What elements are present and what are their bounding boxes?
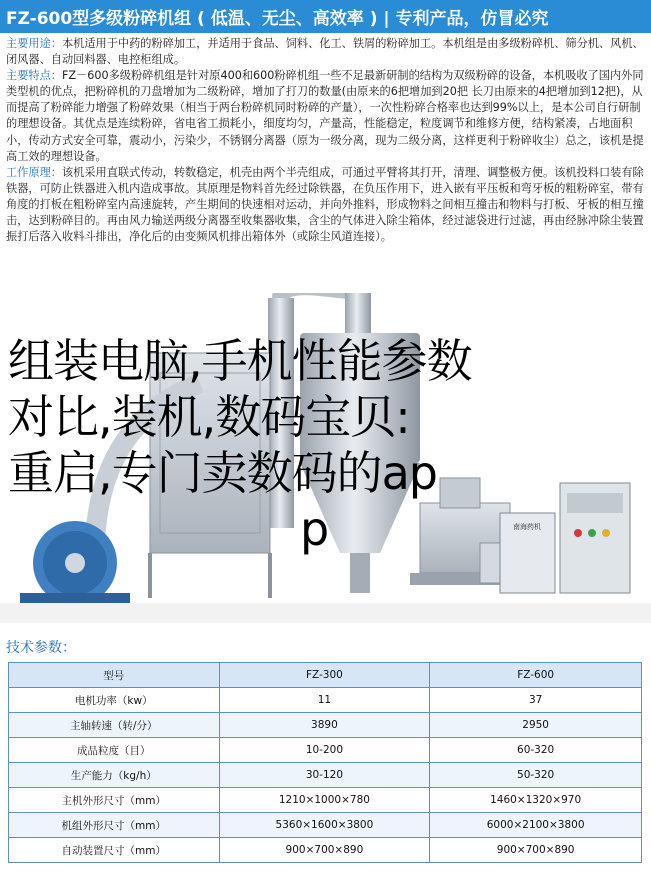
principle-heading: 工作原理：: [6, 165, 62, 179]
overlay-title: [8, 333, 648, 557]
header-banner: [0, 0, 651, 33]
spec-cell: 主机外形尺寸（mm）: [9, 788, 220, 813]
table-row: [9, 688, 642, 713]
spec-cell: 60-320: [430, 738, 642, 763]
spec-header-row: [9, 663, 642, 688]
spec-cell: 6000×2100×3800: [430, 813, 642, 838]
spec-cell: 10-200: [219, 738, 430, 763]
overlay-line-4: p: [300, 502, 329, 556]
spec-cell: 1210×1000×780: [219, 788, 430, 813]
intro-text: [6, 36, 645, 245]
principle-text: 该机采用直联式传动，转数稳定，机壳由两个半壳组成，可通过平臂将其打开，清理、调整极方便。该机投料口装有除铁器，可防止铁器进入机内造成事故。其原理是物料首先经过除铁器，在负压作用下，进入嵌有平压板和弯牙板的粗粉碎室，带有角度的打板在粗粉碎室内高速旋转，产生期间的快速相对运动，并向外推料，形成物料之间相互撞击和物料与打板、牙板的相互撞击，达到粉碎目的。再由风力输送两级分离器至收集器收集，含尘的气体进入除尘箱体，经过滤袋进行过滤，再由经脉冲除尘装置振打后落入收料斗排出，净化后的由变频风机排出箱体外（或除尘风道连接）。: [6, 165, 644, 244]
spec-cell: 37: [430, 688, 642, 713]
spec-cell: 50-320: [430, 763, 642, 788]
spec-cell: 机组外形尺寸（mm）: [9, 813, 220, 838]
spec-header-cell: FZ-300: [219, 663, 430, 688]
spec-cell: 900×700×890: [219, 838, 430, 863]
table-row: [9, 738, 642, 763]
spec-cell: 2950: [430, 713, 642, 738]
feature-heading: 主要特点：: [6, 69, 62, 83]
spec-cell: 成品粒度（目）: [9, 738, 220, 763]
spec-cell: 3890: [219, 713, 430, 738]
usage-text: 本机适用于中药的粉碎加工，并适用于食品、饲料、化工、铁屑的粉碎加工。本机组是由多级粉碎机、筛分机、风机、闭风器、自动回料器、电控柜组成。: [6, 37, 644, 67]
spec-cell: 11: [219, 688, 430, 713]
tech-params-label: 技术参数：: [6, 640, 76, 656]
table-row: [9, 813, 642, 838]
overlay-line-2: 对比,装机,数码宝贝:: [8, 390, 410, 444]
spec-table: [8, 662, 642, 863]
table-row: [9, 763, 642, 788]
spec-cell: 自动装置尺寸（mm）: [9, 838, 220, 863]
overlay-line-1: 组装电脑,手机性能参数: [8, 334, 472, 388]
panel-label: 南海药机: [513, 523, 541, 531]
spec-cell: 1460×1320×970: [430, 788, 642, 813]
spec-cell: 30-120: [219, 763, 430, 788]
feature-paragraph: [6, 68, 645, 165]
principle-paragraph: [6, 165, 645, 245]
overlay-line-3: 重启,专门卖数码的ap: [8, 446, 438, 500]
spec-cell: 5360×1600×3800: [219, 813, 430, 838]
table-row: [9, 713, 642, 738]
feature-text: FZ－600多级粉碎机组是针对原400和600粉碎机组一些不足最新研制的结构为双级粉碎的设备，本机吸收了国内外同类型机的优点，把粉碎机的刀盘增加为二级粉碎，增加了打刀的数量(由原来的6把增加到20把 长刀由原来的4把增加到12把)，从而提高了粉碎能力增强了粉碎效果（相当于两台粉碎机同时粉碎的产量），一次性粉碎合格率也达到99%以上，是本公司自行研制的理想设备。其优点是连续粉碎，省电省工损耗小，细度均匀，产量高，性能稳定，粒度调节和维修方便，结构紧凑，占地面积小，传动方式安全可靠，震动小，污染少，不锈钢分离器（原为一级分离，现为二级分离，这样更利于粉碎收尘）总之，该机是提高工效的理想设备。: [6, 69, 644, 163]
spec-cell: 主轴转速（转/分）: [9, 713, 220, 738]
spec-cell: 900×700×890: [430, 838, 642, 863]
spec-header-cell: FZ-600: [430, 663, 642, 688]
banner-title: FZ-600型多级粉碎机组 ( 低温、无尘、高效率 ) | 专利产品，仿冒必究: [6, 9, 549, 29]
usage-paragraph: [6, 36, 645, 68]
table-row: [9, 788, 642, 813]
table-row: [9, 838, 642, 863]
usage-heading: 主要用途：: [6, 37, 62, 50]
spec-cell: 电机功率（kw）: [9, 688, 220, 713]
spec-header-cell: 型号: [9, 663, 220, 688]
spec-cell: 生产能力（kg/h）: [9, 763, 220, 788]
